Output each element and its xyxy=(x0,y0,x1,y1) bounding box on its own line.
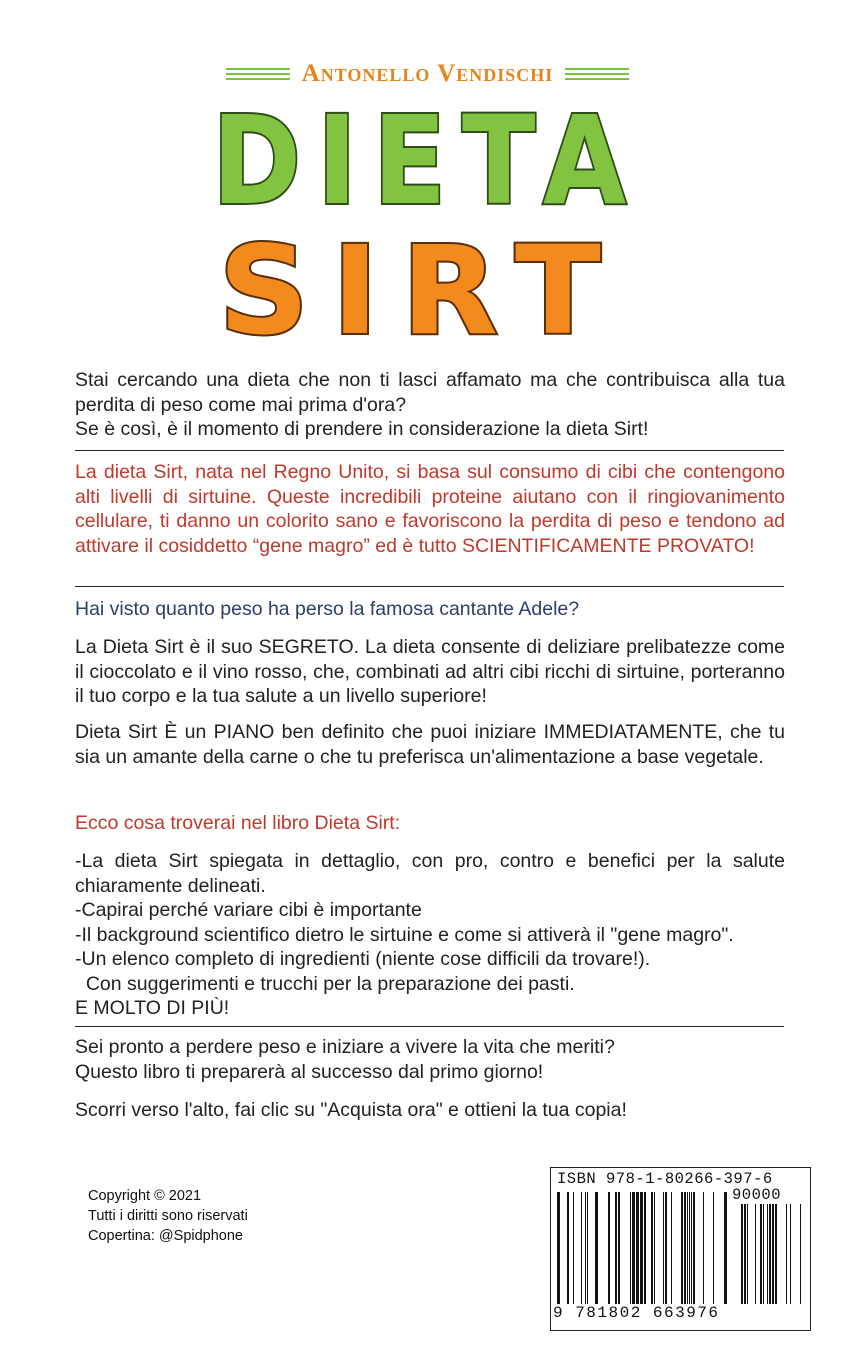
closing-line-1: Sei pronto a perdere peso e iniziare a vivere la vita che meriti? xyxy=(75,1036,615,1058)
barcode-bar xyxy=(595,1192,598,1304)
barcode-bar xyxy=(581,1192,582,1304)
barcode-bar xyxy=(769,1204,771,1304)
list-item: -Capirai perché variare cibi è importante xyxy=(75,899,422,921)
copyright-line: Copyright © 2021 xyxy=(88,1188,202,1204)
barcode-bar xyxy=(724,1192,727,1304)
intro-line-2: Se è così, è il momento di prendere in considerazione la dieta Sirt! xyxy=(75,418,649,440)
barcode-bar xyxy=(567,1192,569,1304)
barcode-bar xyxy=(755,1204,756,1304)
barcode-bar xyxy=(763,1204,764,1304)
barcode-bar xyxy=(687,1192,688,1304)
barcode-bar xyxy=(654,1192,655,1304)
paragraph-secret: La Dieta Sirt è il suo SEGRETO. La dieta consente di deliziare prelibatezze come il cioccolato e il vino rosso, che, combinati ad altri cibi ricchi di sirtuine, porteranno il tuo corpo e la tua salute a un livello superiore! xyxy=(75,636,785,707)
highlight-paragraph: La dieta Sirt, nata nel Regno Unito, si basa sul consumo di cibi che contengono alti livelli di sirtuine. Queste incredibili proteine aiutano con il ringiovanimento cellulare, ti danno un colorito sano e favoriscono la perdita di peso e tendono ad attivare il cosiddetto “gene magro” ed è tutto SCIENTIFICAMENTE PROVATO! xyxy=(75,461,785,557)
barcode-bar xyxy=(557,1192,560,1304)
barcode-bar xyxy=(665,1192,667,1304)
divider xyxy=(75,1026,784,1027)
barcode-bar xyxy=(585,1192,586,1304)
author-name: Antonello Vendischi xyxy=(301,60,554,87)
cover-credit-line: Copertina: @Spidphone xyxy=(88,1228,243,1244)
author-header xyxy=(0,60,855,88)
feature-list xyxy=(75,849,785,1021)
barcode-bar xyxy=(747,1204,748,1304)
closing-line-2: Questo libro ti preparerà al successo dal primo giorno! xyxy=(75,1060,544,1083)
list-item: -Un elenco completo di ingredienti (niente cose difficili da trovare!). xyxy=(75,948,651,970)
ean-number: 9 781802 663976 xyxy=(553,1304,720,1322)
isbn-barcode xyxy=(550,1167,811,1331)
paragraph-plan: Dieta Sirt È un PIANO ben definito che puoi iniziare IMMEDIATAMENTE, che tu sia un amante della carne o che tu preferisca un'alimentazione a base vegetale. xyxy=(75,721,785,768)
list-item: Con suggerimenti e trucchi per la preparazione dei pasti. xyxy=(75,972,575,995)
decorative-lines-right xyxy=(565,68,629,80)
barcode-bar xyxy=(636,1192,639,1304)
call-to-action: Scorri verso l'alto, fai clic su "Acquista ora" e ottieni la tua copia! xyxy=(75,1099,627,1121)
list-item: -Il background scientifico dietro le sirtuine e come si attiverà il "gene magro". xyxy=(75,923,734,946)
barcode-bar xyxy=(630,1192,631,1304)
addon-bars xyxy=(731,1204,803,1304)
intro-block xyxy=(75,368,785,442)
title-line-1: DIETA xyxy=(212,108,642,232)
barcode-bar xyxy=(587,1192,588,1304)
barcode-bar xyxy=(618,1192,620,1304)
barcode-bar xyxy=(684,1192,686,1304)
barcode-bar xyxy=(681,1192,683,1304)
title-line-2: SIRT xyxy=(218,220,624,358)
barcode-bar xyxy=(744,1204,746,1304)
ean-bars xyxy=(557,1192,729,1304)
intro-line-1: Stai cercando una dieta che non ti lasci affamato ma che contribuisca alla tua perdita di peso come mai prima d'ora? xyxy=(75,369,785,416)
barcode-bar xyxy=(713,1192,714,1304)
barcode-bar xyxy=(760,1204,762,1304)
question-line: Hai visto quanto peso ha perso la famosa cantante Adele? xyxy=(75,598,580,620)
barcode-bar xyxy=(689,1192,690,1304)
barcode-bar xyxy=(800,1204,801,1304)
barcode-bar xyxy=(786,1204,787,1304)
barcode-bar xyxy=(644,1192,646,1304)
barcode-bar xyxy=(741,1204,743,1304)
barcode-bar xyxy=(663,1192,664,1304)
list-item: -La dieta Sirt spiegata in dettaglio, con pro, contro e benefici per la salute chiaramente delineati. xyxy=(75,850,785,897)
barcode-bar xyxy=(671,1192,672,1304)
addon-number: 90000 xyxy=(732,1186,782,1204)
barcode-bar xyxy=(632,1192,635,1304)
decorative-lines-left xyxy=(226,68,290,80)
barcode-bar xyxy=(615,1192,617,1304)
copyright-block xyxy=(88,1186,248,1246)
barcode-bar xyxy=(691,1192,692,1304)
barcode-bar xyxy=(703,1192,704,1304)
isbn-number: ISBN 978-1-80266-397-6 xyxy=(557,1170,773,1188)
divider xyxy=(75,586,784,587)
rights-line: Tutti i diritti sono riservati xyxy=(88,1208,248,1224)
barcode-bar xyxy=(790,1204,791,1304)
barcode-bar xyxy=(772,1204,774,1304)
closing-block xyxy=(75,1035,785,1084)
barcode-bar xyxy=(693,1192,695,1304)
barcode-bar xyxy=(775,1204,777,1304)
barcode-bar xyxy=(608,1192,610,1304)
book-title xyxy=(0,108,855,358)
barcode-bar xyxy=(573,1192,574,1304)
barcode-bar xyxy=(767,1204,768,1304)
list-heading: Ecco cosa troverai nel libro Dieta Sirt: xyxy=(75,812,401,834)
list-item: E MOLTO DI PIÙ! xyxy=(75,997,230,1019)
barcode-bar xyxy=(651,1192,653,1304)
divider xyxy=(75,450,784,451)
barcode-bar xyxy=(640,1192,643,1304)
